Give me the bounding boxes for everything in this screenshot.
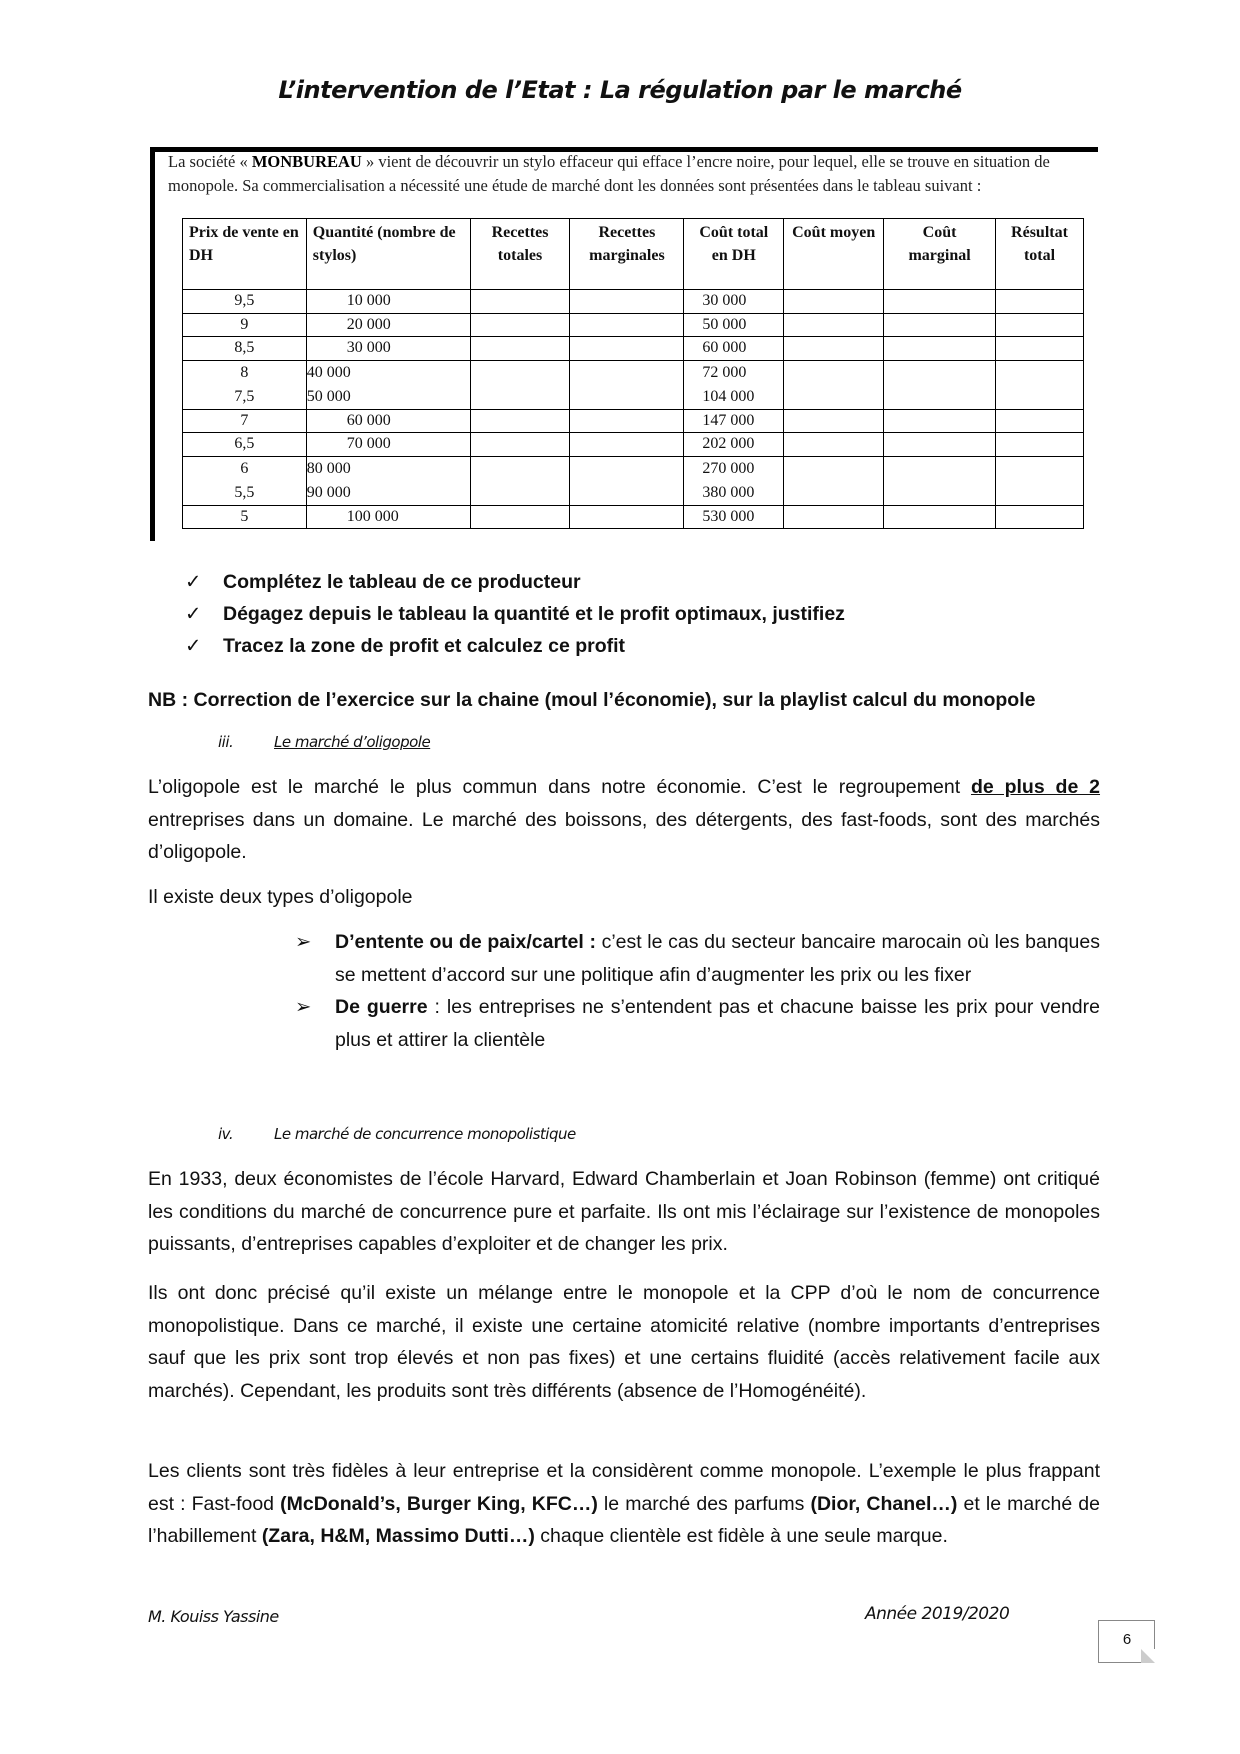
type-label: De guerre: [335, 996, 428, 1018]
exercise-intro: [168, 150, 1088, 198]
cell-cout-total: 50 000: [684, 313, 784, 337]
cell-quantite: 10 000: [306, 290, 470, 314]
footer-author: M. Kouiss Yassine: [148, 1607, 279, 1626]
paragraph-text: L’oligopole est le marché le plus commun dans notre économie. C’est le regroupement: [148, 776, 971, 798]
cell-cout-total: 30 000: [684, 290, 784, 314]
cell-cout-total: [684, 456, 784, 505]
cell-prix: [183, 456, 307, 505]
cell-empty: [784, 409, 884, 433]
section-heading-concurrence-monopolistique: [218, 1125, 576, 1143]
cell-prix: 8,5: [183, 337, 307, 361]
cell-empty: [470, 360, 570, 409]
value-quantite: 40 000: [306, 363, 351, 381]
cell-empty: [784, 313, 884, 337]
cell-empty: [470, 409, 570, 433]
arrow-bullet-icon: ➢: [295, 996, 312, 1018]
nb-note: NB : Correction de l’exercice sur la chaine (moul l’économie), sur la playlist calcul du monopole: [148, 689, 1036, 711]
checkmark-icon: ✓: [185, 571, 202, 593]
cell-empty: [884, 409, 996, 433]
list-item: [295, 991, 1100, 1056]
cell-empty: [470, 290, 570, 314]
history-paragraph: En 1933, deux économistes de l’école Harvard, Edward Chamberlain et Joan Robinson (femme) ont critiqué les conditions du marché de concurrence pure et parfaite. Ils ont mis l’éclairage sur l’existence de monopoles puissants, d’entreprises capables d’exploiter et de changer les prix.: [148, 1168, 1100, 1255]
cell-empty: [470, 313, 570, 337]
cell-empty: [570, 360, 684, 409]
oligopole-paragraph: [148, 771, 1100, 869]
cell-empty: [996, 433, 1084, 457]
table-row-merged: [183, 456, 1084, 505]
cell-empty: [884, 505, 996, 529]
cell-empty: [470, 456, 570, 505]
cell-empty: [470, 505, 570, 529]
example-brands: (Dior, Chanel…): [810, 1492, 958, 1515]
cell-cout-total: 147 000: [684, 409, 784, 433]
type-description: c’est le cas du secteur bancaire marocain où les banques se mettent d’accord sur une politique afin d’augmenter les prix ou les fixer: [335, 931, 1100, 986]
cell-empty: [570, 505, 684, 529]
cell-cout-total: [684, 360, 784, 409]
emphasis-text: de plus de 2: [970, 776, 1101, 798]
section-title: Le marché de concurrence monopolistique: [274, 1125, 576, 1143]
table-row: [183, 433, 1084, 457]
paragraph-text: entreprises dans un domaine. Le marché des boissons, des détergents, des fast-foods, sont des marchés d’oligopole.: [148, 808, 1100, 863]
cell-empty: [570, 337, 684, 361]
task-list: [185, 566, 845, 662]
cell-empty: [996, 337, 1084, 361]
examples-paragraph: [148, 1455, 1100, 1553]
value-cout-total: 380 000: [702, 483, 755, 501]
task-item: [185, 566, 845, 598]
col-header-cout-moyen: Coût moyen: [784, 219, 884, 290]
value-quantite: 90 000: [306, 483, 351, 501]
cell-prix: 6,5: [183, 433, 307, 457]
paragraph-text: et le marché de l’habillement: [148, 1492, 1100, 1547]
section-number: iii.: [218, 733, 234, 751]
value-prix: 6: [240, 459, 249, 477]
arrow-bullet-icon: ➢: [295, 931, 312, 953]
task-text: Tracez la zone de profit et calculez ce profit: [223, 635, 626, 657]
cell-prix: 7: [183, 409, 307, 433]
cell-empty: [784, 360, 884, 409]
value-cout-total: 72 000: [702, 363, 747, 381]
table-header-row: [183, 219, 1084, 290]
col-header-resultat-total: Résultat total: [996, 219, 1084, 290]
value-cout-total: 270 000: [702, 459, 755, 477]
table-row: [183, 337, 1084, 361]
section-heading-oligopole: [218, 733, 430, 751]
col-header-recettes-totales: Recettes totales: [470, 219, 570, 290]
cell-quantite: [306, 360, 470, 409]
checkmark-icon: ✓: [185, 635, 202, 657]
table-row: [183, 409, 1084, 433]
cell-empty: [996, 409, 1084, 433]
cell-empty: [996, 313, 1084, 337]
cell-empty: [996, 505, 1084, 529]
cell-quantite: 30 000: [306, 337, 470, 361]
cell-prix: 9,5: [183, 290, 307, 314]
page-number-box: [1098, 1620, 1155, 1663]
task-item: [185, 630, 845, 662]
col-header-recettes-marginales: Recettes marginales: [570, 219, 684, 290]
cell-cout-total: 202 000: [684, 433, 784, 457]
value-prix: 7,5: [234, 387, 255, 405]
table-row: [183, 505, 1084, 529]
value-cout-total: 104 000: [702, 387, 755, 405]
cell-empty: [570, 456, 684, 505]
col-header-prix: Prix de vente en DH: [183, 219, 307, 290]
cell-empty: [884, 313, 996, 337]
value-quantite: 50 000: [306, 387, 351, 405]
cell-empty: [884, 337, 996, 361]
cell-empty: [884, 360, 996, 409]
cell-quantite: 70 000: [306, 433, 470, 457]
cell-empty: [784, 337, 884, 361]
cell-empty: [570, 290, 684, 314]
example-brands: (Zara, H&M, Massimo Dutti…): [261, 1525, 535, 1547]
task-item: [185, 598, 845, 630]
cell-quantite: [306, 456, 470, 505]
cell-empty: [784, 505, 884, 529]
type-label: D’entente ou de paix/cartel :: [335, 931, 596, 953]
table-row-merged: [183, 360, 1084, 409]
cell-empty: [784, 290, 884, 314]
task-text: Complétez le tableau de ce producteur: [223, 571, 581, 593]
cell-prix: [183, 360, 307, 409]
cell-empty: [470, 337, 570, 361]
value-prix: 8: [240, 363, 249, 381]
cell-empty: [996, 360, 1084, 409]
company-name: MONBUREAU: [251, 152, 362, 171]
cell-empty: [570, 409, 684, 433]
col-header-cout-marginal: Coût marginal: [884, 219, 996, 290]
oligopole-types-intro: Il existe deux types d’oligopole: [148, 886, 413, 908]
type-description: : les entreprises ne s’entendent pas et chacune baisse les prix pour vendre plus et attirer la clientèle: [335, 996, 1100, 1051]
col-header-quantite: Quantité (nombre de stylos): [306, 219, 470, 290]
cell-empty: [996, 290, 1084, 314]
checkmark-icon: ✓: [185, 603, 202, 625]
cell-empty: [996, 456, 1084, 505]
page-title: L’intervention de l’Etat : La régulation par le marché: [278, 76, 962, 104]
cell-empty: [570, 433, 684, 457]
cell-quantite: 60 000: [306, 409, 470, 433]
intro-text-rest: » vient de découvrir un stylo effaceur qui efface l’encre noire, pour lequel, elle se trouve en situation de monopole. Sa commercialisation a nécessité une étude de marché dont les données sont présentées dans le tableau suivant :: [168, 152, 1050, 195]
paragraph-text: Les clients sont très fidèles à leur entreprise et la considèrent comme monopole. L’exemple le plus frappant est : Fast-food: [148, 1460, 1100, 1515]
monopoly-data-table: [182, 218, 1084, 529]
col-header-cout-total: Coût total en DH: [684, 219, 784, 290]
paragraph-text: chaque clientèle est fidèle à une seule marque.: [534, 1525, 948, 1547]
example-brands: (McDonald’s, Burger King, KFC…): [280, 1492, 598, 1515]
section-number: iv.: [218, 1125, 234, 1143]
cell-prix: 5: [183, 505, 307, 529]
table-row: [183, 290, 1084, 314]
cell-empty: [570, 313, 684, 337]
intro-text: La société «: [168, 152, 252, 171]
cell-empty: [884, 290, 996, 314]
table-row: [183, 313, 1084, 337]
section-title: Le marché d’oligopole: [274, 733, 431, 751]
oligopole-types-list: [295, 926, 1100, 1056]
definition-paragraph: Ils ont donc précisé qu’il existe un mélange entre le monopole et la CPP d’où le nom de concurrence monopolistique. Dans ce marché, il existe une certaine atomicité relative (nombre importants d’entreprises sauf que les prix sont trop élevés et non pas fixes) et une certains fluidité (accès relativement facile aux marchés). Cependant, les produits sont très différents (absence de l’Homogénéité).: [148, 1282, 1100, 1402]
cell-cout-total: 530 000: [684, 505, 784, 529]
footer-year: Année 2019/2020: [865, 1604, 1010, 1624]
paragraph-text: le marché des parfums: [597, 1492, 811, 1515]
cell-empty: [784, 456, 884, 505]
cell-empty: [784, 433, 884, 457]
task-text: Dégagez depuis le tableau la quantité et le profit optimaux, justifiez: [223, 603, 845, 625]
cell-quantite: 20 000: [306, 313, 470, 337]
cell-cout-total: 60 000: [684, 337, 784, 361]
cell-empty: [884, 456, 996, 505]
value-prix: 5,5: [234, 483, 255, 501]
list-item: [295, 926, 1100, 991]
cell-empty: [884, 433, 996, 457]
cell-quantite: 100 000: [306, 505, 470, 529]
value-quantite: 80 000: [306, 459, 351, 477]
page-number: 6: [1122, 1631, 1132, 1648]
cell-prix: 9: [183, 313, 307, 337]
cell-empty: [470, 433, 570, 457]
